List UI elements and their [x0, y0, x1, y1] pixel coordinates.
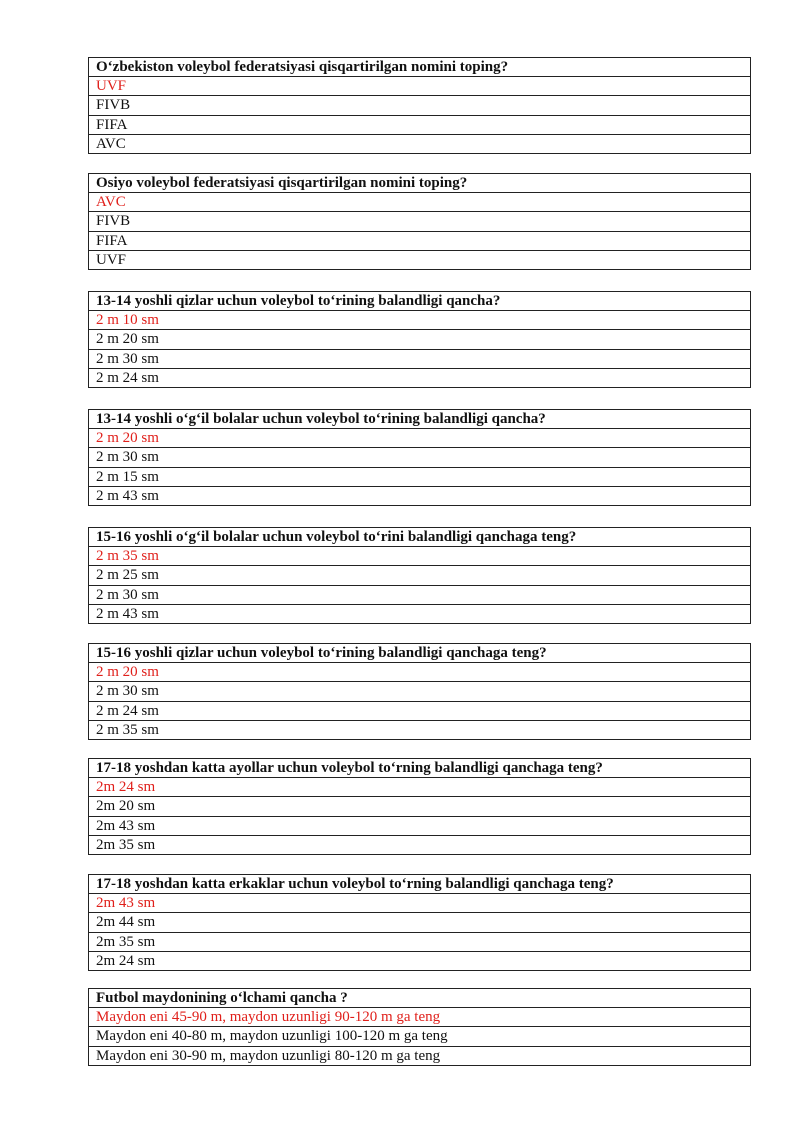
question-text: 17-18 yoshdan katta ayollar uchun voleybol to‘rning balandligi qanchaga teng?: [89, 759, 751, 778]
question-block-2: [88, 173, 751, 270]
answer-option: 2 m 30 sm: [89, 349, 751, 368]
question-block-7: [88, 758, 751, 855]
answer-option: 2 m 43 sm: [89, 486, 751, 505]
answer-option: 2m 20 sm: [89, 797, 751, 816]
question-text: 17-18 yoshdan katta erkaklar uchun voleybol to‘rning balandligi qanchaga teng?: [89, 875, 751, 894]
answer-option: UVF: [89, 250, 751, 269]
answer-option-correct: AVC: [89, 193, 751, 212]
question-text: 13-14 yoshli o‘g‘il bolalar uchun voleybol to‘rining balandligi qancha?: [89, 410, 751, 429]
answer-option: 2m 44 sm: [89, 913, 751, 932]
answer-option: Maydon eni 30-90 m, maydon uzunligi 80-120 m ga teng: [89, 1046, 751, 1065]
question-block-6: [88, 643, 751, 740]
answer-option-correct: 2 m 35 sm: [89, 547, 751, 566]
answer-option: 2 m 30 sm: [89, 682, 751, 701]
answer-option: 2 m 43 sm: [89, 604, 751, 623]
answer-option-correct: 2m 24 sm: [89, 778, 751, 797]
question-block-8: [88, 874, 751, 971]
answer-option: 2 m 20 sm: [89, 330, 751, 349]
answer-option: FIFA: [89, 115, 751, 134]
question-text: Futbol maydonining o‘lchami qancha ?: [89, 989, 751, 1008]
question-text: 13-14 yoshli qizlar uchun voleybol to‘rining balandligi qancha?: [89, 292, 751, 311]
answer-option: 2 m 24 sm: [89, 368, 751, 387]
answer-option-correct: 2 m 20 sm: [89, 663, 751, 682]
question-block-9: [88, 988, 751, 1066]
question-block-5: [88, 527, 751, 624]
question-text: 15-16 yoshli qizlar uchun voleybol to‘rining balandligi qanchaga teng?: [89, 644, 751, 663]
answer-option: 2 m 35 sm: [89, 720, 751, 739]
question-text: Osiyo voleybol federatsiyasi qisqartirilgan nomini toping?: [89, 174, 751, 193]
answer-option: AVC: [89, 134, 751, 153]
question-text: O‘zbekiston voleybol federatsiyasi qisqartirilgan nomini toping?: [89, 58, 751, 77]
answer-option: 2 m 25 sm: [89, 566, 751, 585]
question-block-1: [88, 57, 751, 154]
answer-option: FIVB: [89, 96, 751, 115]
answer-option: FIVB: [89, 212, 751, 231]
answer-option: FIFA: [89, 231, 751, 250]
question-block-3: [88, 291, 751, 388]
answer-option: 2 m 30 sm: [89, 585, 751, 604]
answer-option: 2 m 30 sm: [89, 448, 751, 467]
answer-option: 2 m 24 sm: [89, 701, 751, 720]
answer-option: 2m 24 sm: [89, 951, 751, 970]
answer-option-correct: UVF: [89, 77, 751, 96]
answer-option: 2m 35 sm: [89, 932, 751, 951]
answer-option: 2m 43 sm: [89, 816, 751, 835]
answer-option-correct: 2m 43 sm: [89, 894, 751, 913]
answer-option-correct: Maydon eni 45-90 m, maydon uzunligi 90-120 m ga teng: [89, 1008, 751, 1027]
answer-option: Maydon eni 40-80 m, maydon uzunligi 100-120 m ga teng: [89, 1027, 751, 1046]
question-text: 15-16 yoshli o‘g‘il bolalar uchun voleybol to‘rini balandligi qanchaga teng?: [89, 528, 751, 547]
answer-option: 2m 35 sm: [89, 835, 751, 854]
answer-option: 2 m 15 sm: [89, 467, 751, 486]
question-block-4: [88, 409, 751, 506]
answer-option-correct: 2 m 20 sm: [89, 429, 751, 448]
answer-option-correct: 2 m 10 sm: [89, 311, 751, 330]
